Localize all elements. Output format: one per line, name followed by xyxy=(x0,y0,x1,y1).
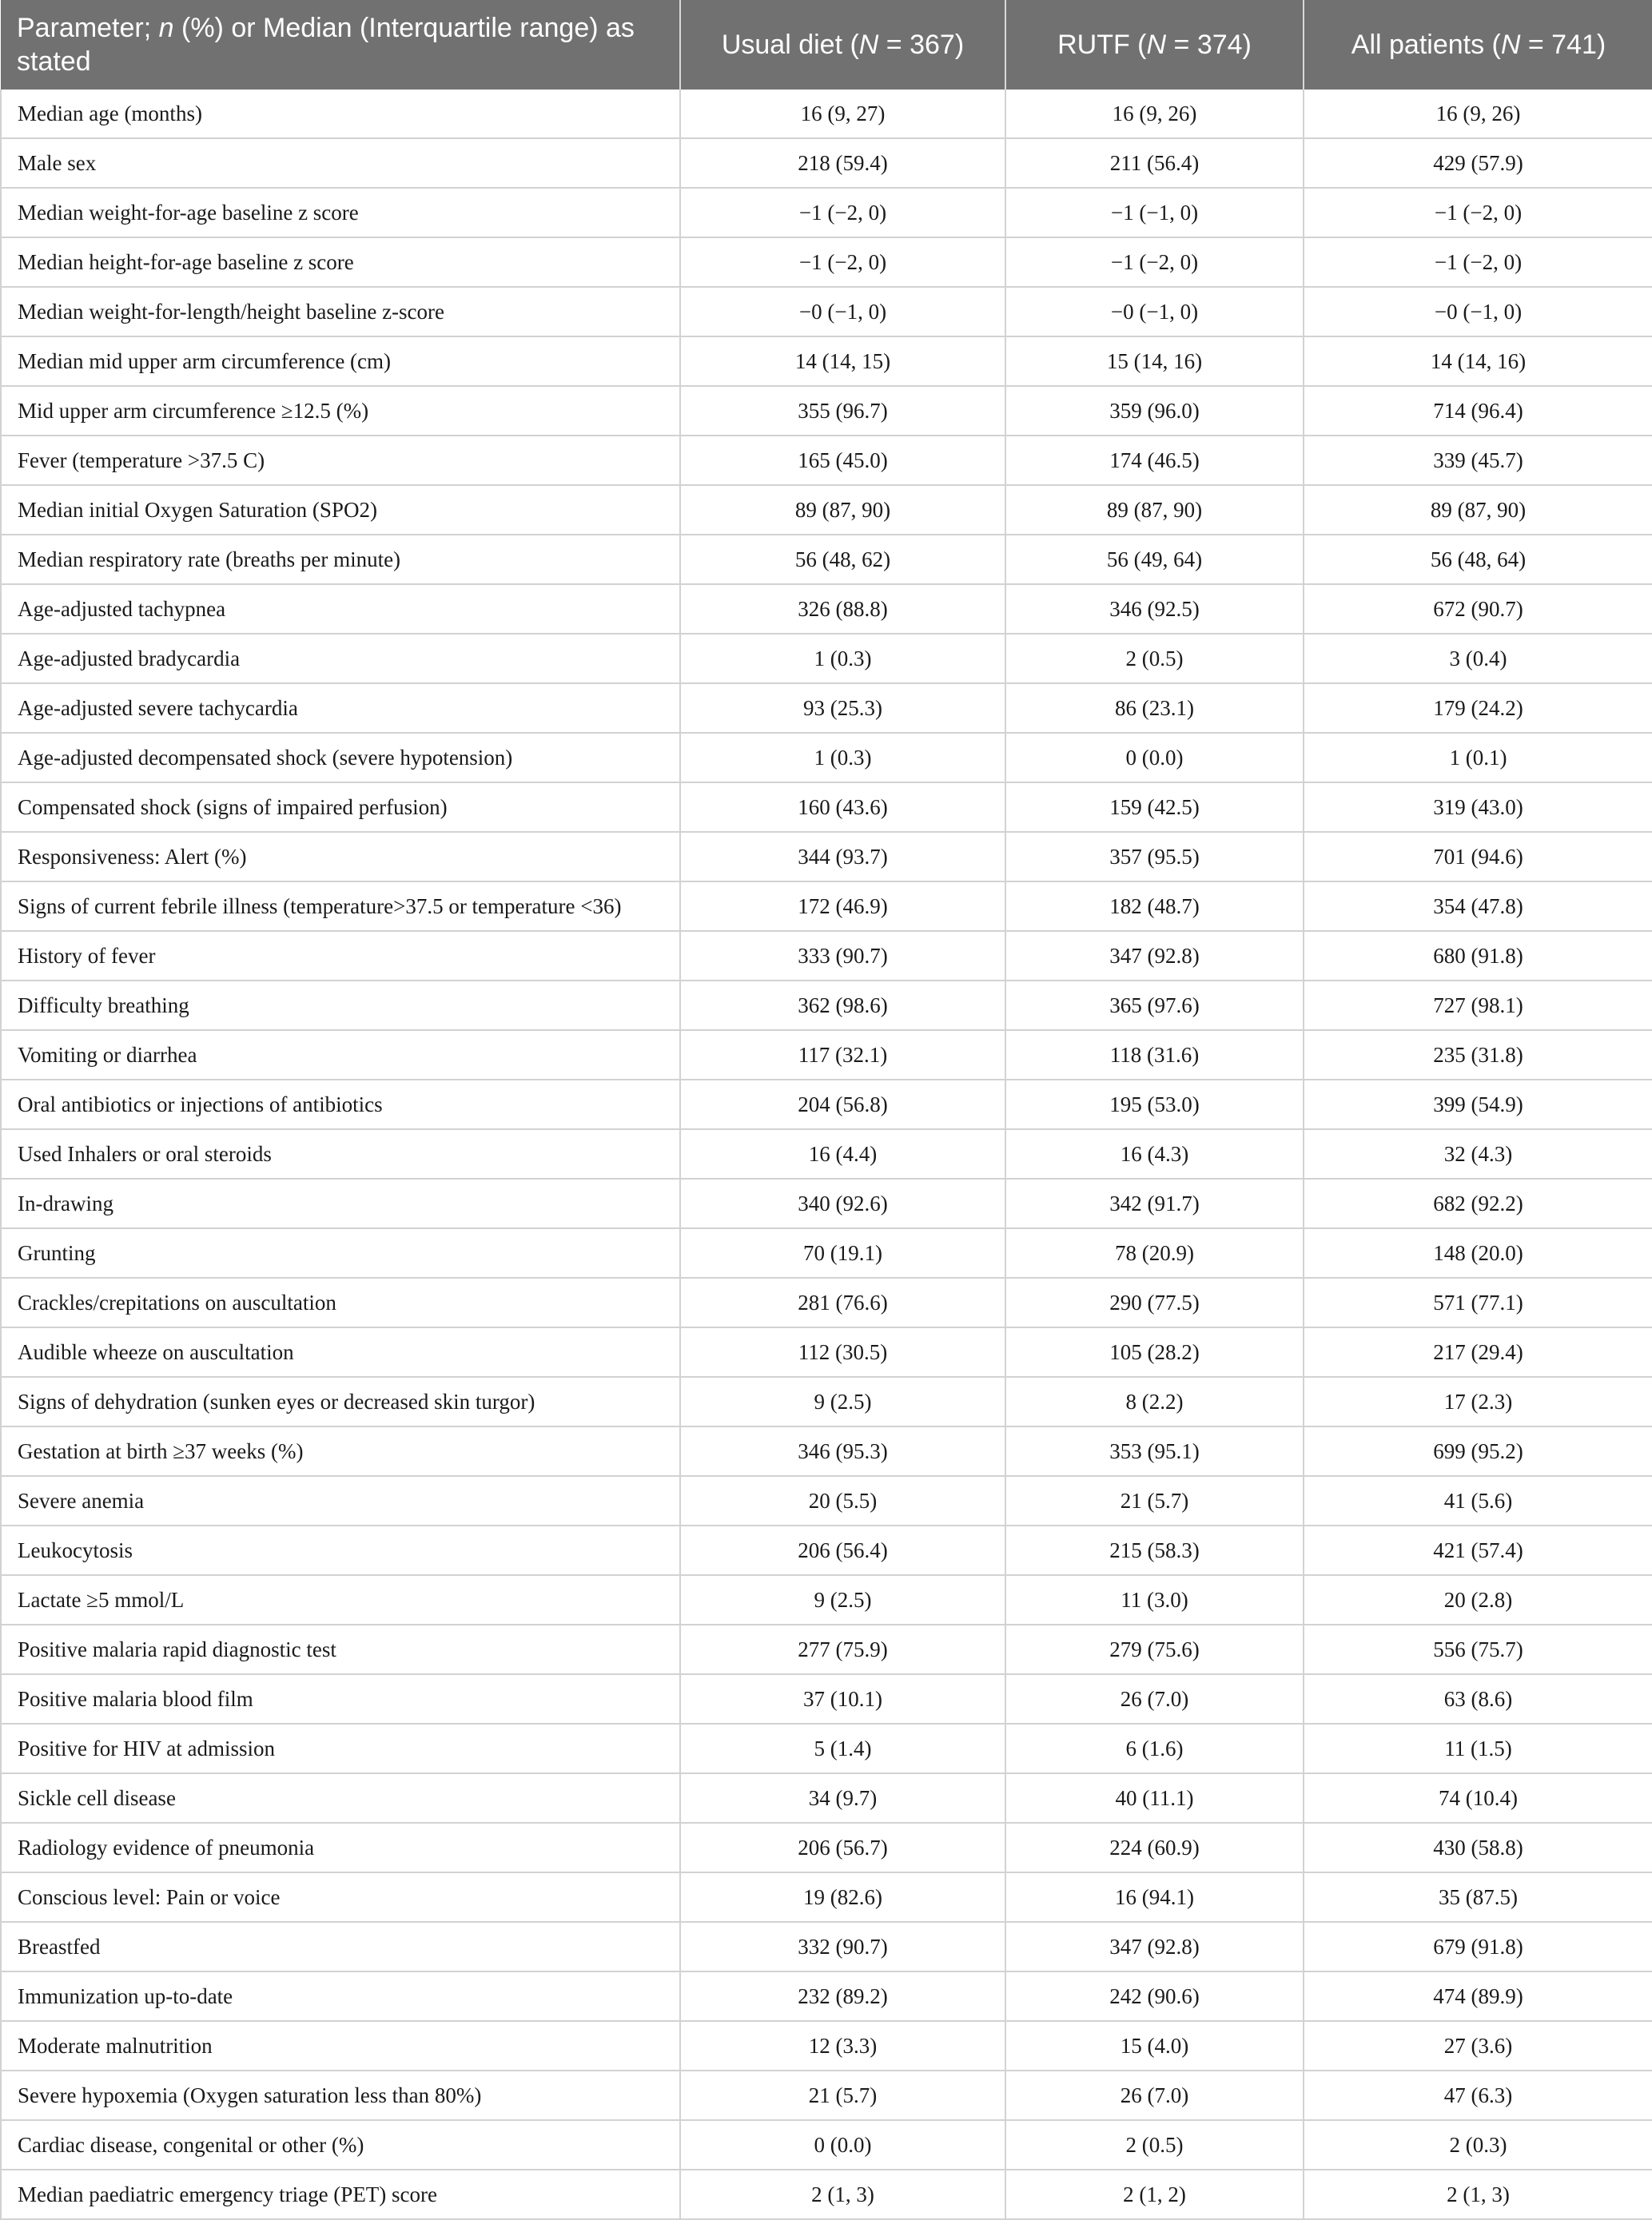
parameter-cell: Crackles/crepitations on auscultation xyxy=(1,1278,680,1327)
rutf-cell: 15 (4.0) xyxy=(1005,2021,1304,2071)
rutf-cell: 0 (0.0) xyxy=(1005,733,1304,782)
parameter-cell: Age-adjusted severe tachycardia xyxy=(1,683,680,733)
rutf-cell: −1 (−1, 0) xyxy=(1005,188,1304,237)
usual-diet-cell: 1 (0.3) xyxy=(680,733,1005,782)
rutf-cell: 357 (95.5) xyxy=(1005,832,1304,881)
usual-diet-cell: 5 (1.4) xyxy=(680,1724,1005,1773)
parameter-cell: Conscious level: Pain or voice xyxy=(1,1872,680,1922)
rutf-cell: 21 (5.7) xyxy=(1005,1476,1304,1526)
rutf-cell: 2 (0.5) xyxy=(1005,2120,1304,2170)
usual-diet-cell: 21 (5.7) xyxy=(680,2071,1005,2120)
all-patients-cell: 32 (4.3) xyxy=(1304,1129,1652,1179)
table-row xyxy=(1,1823,1652,1872)
usual-diet-cell: 1 (0.3) xyxy=(680,634,1005,683)
table-row xyxy=(1,1179,1652,1228)
usual-diet-cell: −1 (−2, 0) xyxy=(680,188,1005,237)
usual-diet-cell: 34 (9.7) xyxy=(680,1773,1005,1823)
table-row xyxy=(1,1773,1652,1823)
all-patients-cell: 2 (1, 3) xyxy=(1304,2170,1652,2219)
all-patients-cell: −0 (−1, 0) xyxy=(1304,287,1652,336)
usual-diet-cell: 2 (1, 3) xyxy=(680,2170,1005,2219)
header-rutf: RUTF (N = 374) xyxy=(1005,0,1304,90)
table-row xyxy=(1,1625,1652,1674)
rutf-cell: 86 (23.1) xyxy=(1005,683,1304,733)
all-patients-cell: 672 (90.7) xyxy=(1304,584,1652,634)
usual-diet-cell: 333 (90.7) xyxy=(680,931,1005,981)
parameter-cell: Breastfed xyxy=(1,1922,680,1971)
parameter-cell: In-drawing xyxy=(1,1179,680,1228)
parameter-cell: Radiology evidence of pneumonia xyxy=(1,1823,680,1872)
table-row xyxy=(1,336,1652,386)
all-patients-cell: 3 (0.4) xyxy=(1304,634,1652,683)
parameter-cell: Mid upper arm circumference ≥12.5 (%) xyxy=(1,386,680,436)
parameter-cell: Fever (temperature >37.5 C) xyxy=(1,436,680,485)
rutf-cell: 11 (3.0) xyxy=(1005,1575,1304,1625)
parameter-cell: Median initial Oxygen Saturation (SPO2) xyxy=(1,485,680,535)
table-row xyxy=(1,237,1652,287)
usual-diet-cell: 0 (0.0) xyxy=(680,2120,1005,2170)
parameter-cell: Grunting xyxy=(1,1228,680,1278)
usual-diet-cell: 281 (76.6) xyxy=(680,1278,1005,1327)
table-row xyxy=(1,683,1652,733)
rutf-cell: 242 (90.6) xyxy=(1005,1971,1304,2021)
all-patients-cell: 217 (29.4) xyxy=(1304,1327,1652,1377)
all-patients-cell: 63 (8.6) xyxy=(1304,1674,1652,1724)
all-patients-cell: 11 (1.5) xyxy=(1304,1724,1652,1773)
usual-diet-cell: 16 (9, 27) xyxy=(680,90,1005,138)
parameter-cell: Compensated shock (signs of impaired perfusion) xyxy=(1,782,680,832)
table-row xyxy=(1,1377,1652,1426)
usual-diet-cell: 117 (32.1) xyxy=(680,1030,1005,1080)
parameter-cell: Moderate malnutrition xyxy=(1,2021,680,2071)
header-usual-diet: Usual diet (N = 367) xyxy=(680,0,1005,90)
usual-diet-cell: 12 (3.3) xyxy=(680,2021,1005,2071)
all-patients-cell: 682 (92.2) xyxy=(1304,1179,1652,1228)
parameter-cell: Median mid upper arm circumference (cm) xyxy=(1,336,680,386)
table-row xyxy=(1,1278,1652,1327)
rutf-cell: 174 (46.5) xyxy=(1005,436,1304,485)
parameter-cell: History of fever xyxy=(1,931,680,981)
all-patients-cell: 714 (96.4) xyxy=(1304,386,1652,436)
usual-diet-cell: 172 (46.9) xyxy=(680,881,1005,931)
table-row xyxy=(1,138,1652,188)
table-row xyxy=(1,2021,1652,2071)
table-row xyxy=(1,1674,1652,1724)
rutf-cell: 40 (11.1) xyxy=(1005,1773,1304,1823)
parameter-cell: Leukocytosis xyxy=(1,1526,680,1575)
rutf-cell: 2 (0.5) xyxy=(1005,634,1304,683)
rutf-cell: 290 (77.5) xyxy=(1005,1278,1304,1327)
parameter-cell: Positive for HIV at admission xyxy=(1,1724,680,1773)
table-row xyxy=(1,1080,1652,1129)
usual-diet-cell: 204 (56.8) xyxy=(680,1080,1005,1129)
usual-diet-cell: 340 (92.6) xyxy=(680,1179,1005,1228)
usual-diet-cell: 93 (25.3) xyxy=(680,683,1005,733)
usual-diet-cell: −0 (−1, 0) xyxy=(680,287,1005,336)
all-patients-cell: 179 (24.2) xyxy=(1304,683,1652,733)
table-row xyxy=(1,2071,1652,2120)
table-row xyxy=(1,1228,1652,1278)
rutf-cell: 359 (96.0) xyxy=(1005,386,1304,436)
all-patients-cell: 89 (87, 90) xyxy=(1304,485,1652,535)
all-patients-cell: 556 (75.7) xyxy=(1304,1625,1652,1674)
rutf-cell: 78 (20.9) xyxy=(1005,1228,1304,1278)
all-patients-cell: 421 (57.4) xyxy=(1304,1526,1652,1575)
all-patients-cell: 339 (45.7) xyxy=(1304,436,1652,485)
usual-diet-cell: 14 (14, 15) xyxy=(680,336,1005,386)
usual-diet-cell: 344 (93.7) xyxy=(680,832,1005,881)
all-patients-cell: 571 (77.1) xyxy=(1304,1278,1652,1327)
parameter-cell: Age-adjusted tachypnea xyxy=(1,584,680,634)
rutf-cell: 224 (60.9) xyxy=(1005,1823,1304,1872)
rutf-cell: 195 (53.0) xyxy=(1005,1080,1304,1129)
parameter-cell: Positive malaria rapid diagnostic test xyxy=(1,1625,680,1674)
usual-diet-cell: 56 (48, 62) xyxy=(680,535,1005,584)
table-row xyxy=(1,535,1652,584)
all-patients-cell: −1 (−2, 0) xyxy=(1304,188,1652,237)
table-row xyxy=(1,931,1652,981)
parameter-cell: Median weight-for-age baseline z score xyxy=(1,188,680,237)
all-patients-cell: 679 (91.8) xyxy=(1304,1922,1652,1971)
parameter-cell: Gestation at birth ≥37 weeks (%) xyxy=(1,1426,680,1476)
all-patients-cell: 727 (98.1) xyxy=(1304,981,1652,1030)
rutf-cell: 347 (92.8) xyxy=(1005,931,1304,981)
table-row xyxy=(1,1327,1652,1377)
parameter-cell: Difficulty breathing xyxy=(1,981,680,1030)
parameter-cell: Signs of dehydration (sunken eyes or decreased skin turgor) xyxy=(1,1377,680,1426)
usual-diet-cell: 326 (88.8) xyxy=(680,584,1005,634)
table-row xyxy=(1,90,1652,138)
usual-diet-cell: 70 (19.1) xyxy=(680,1228,1005,1278)
parameter-cell: Lactate ≥5 mmol/L xyxy=(1,1575,680,1625)
parameter-cell: Immunization up-to-date xyxy=(1,1971,680,2021)
rutf-cell: 211 (56.4) xyxy=(1005,138,1304,188)
table-row xyxy=(1,881,1652,931)
rutf-cell: 26 (7.0) xyxy=(1005,2071,1304,2120)
rutf-cell: 2 (1, 2) xyxy=(1005,2170,1304,2219)
usual-diet-cell: 332 (90.7) xyxy=(680,1922,1005,1971)
all-patients-cell: 680 (91.8) xyxy=(1304,931,1652,981)
usual-diet-cell: 362 (98.6) xyxy=(680,981,1005,1030)
rutf-cell: 15 (14, 16) xyxy=(1005,336,1304,386)
all-patients-cell: 701 (94.6) xyxy=(1304,832,1652,881)
usual-diet-cell: 89 (87, 90) xyxy=(680,485,1005,535)
all-patients-cell: 14 (14, 16) xyxy=(1304,336,1652,386)
parameter-cell: Positive malaria blood film xyxy=(1,1674,680,1724)
all-patients-cell: 35 (87.5) xyxy=(1304,1872,1652,1922)
parameter-cell: Age-adjusted bradycardia xyxy=(1,634,680,683)
table-row xyxy=(1,2120,1652,2170)
usual-diet-cell: −1 (−2, 0) xyxy=(680,237,1005,287)
all-patients-cell: 1 (0.1) xyxy=(1304,733,1652,782)
parameter-cell: Median height-for-age baseline z score xyxy=(1,237,680,287)
parameter-cell: Severe hypoxemia (Oxygen saturation less than 80%) xyxy=(1,2071,680,2120)
header-row xyxy=(1,0,1652,90)
all-patients-cell: 17 (2.3) xyxy=(1304,1377,1652,1426)
usual-diet-cell: 346 (95.3) xyxy=(680,1426,1005,1476)
rutf-cell: 353 (95.1) xyxy=(1005,1426,1304,1476)
table-row xyxy=(1,188,1652,237)
all-patients-cell: 354 (47.8) xyxy=(1304,881,1652,931)
table-row xyxy=(1,1575,1652,1625)
table-row xyxy=(1,733,1652,782)
table-row xyxy=(1,485,1652,535)
all-patients-cell: 699 (95.2) xyxy=(1304,1426,1652,1476)
header-all-patients: All patients (N = 741) xyxy=(1304,0,1652,90)
usual-diet-cell: 37 (10.1) xyxy=(680,1674,1005,1724)
rutf-cell: 8 (2.2) xyxy=(1005,1377,1304,1426)
all-patients-cell: 74 (10.4) xyxy=(1304,1773,1652,1823)
usual-diet-cell: 160 (43.6) xyxy=(680,782,1005,832)
parameter-cell: Male sex xyxy=(1,138,680,188)
all-patients-cell: 319 (43.0) xyxy=(1304,782,1652,832)
usual-diet-cell: 16 (4.4) xyxy=(680,1129,1005,1179)
usual-diet-cell: 9 (2.5) xyxy=(680,1377,1005,1426)
rutf-cell: 182 (48.7) xyxy=(1005,881,1304,931)
usual-diet-cell: 277 (75.9) xyxy=(680,1625,1005,1674)
parameter-cell: Signs of current febrile illness (temperature>37.5 or temperature <36) xyxy=(1,881,680,931)
table-row xyxy=(1,1872,1652,1922)
table-row xyxy=(1,1724,1652,1773)
all-patients-cell: 474 (89.9) xyxy=(1304,1971,1652,2021)
table-body xyxy=(1,90,1652,2219)
all-patients-cell: 430 (58.8) xyxy=(1304,1823,1652,1872)
table-row xyxy=(1,386,1652,436)
table-row xyxy=(1,782,1652,832)
rutf-cell: 16 (9, 26) xyxy=(1005,90,1304,138)
table-row xyxy=(1,1030,1652,1080)
rutf-cell: 279 (75.6) xyxy=(1005,1625,1304,1674)
parameter-cell: Responsiveness: Alert (%) xyxy=(1,832,680,881)
table-row xyxy=(1,584,1652,634)
parameter-cell: Age-adjusted decompensated shock (severe hypotension) xyxy=(1,733,680,782)
table-row xyxy=(1,436,1652,485)
rutf-cell: 16 (4.3) xyxy=(1005,1129,1304,1179)
rutf-cell: −0 (−1, 0) xyxy=(1005,287,1304,336)
header-parameter: Parameter; n (%) or Median (Interquartile range) as stated xyxy=(1,0,680,90)
usual-diet-cell: 206 (56.4) xyxy=(680,1526,1005,1575)
parameter-cell: Sickle cell disease xyxy=(1,1773,680,1823)
usual-diet-cell: 218 (59.4) xyxy=(680,138,1005,188)
rutf-cell: 365 (97.6) xyxy=(1005,981,1304,1030)
parameter-cell: Median weight-for-length/height baseline z-score xyxy=(1,287,680,336)
parameter-cell: Median paediatric emergency triage (PET) score xyxy=(1,2170,680,2219)
usual-diet-cell: 9 (2.5) xyxy=(680,1575,1005,1625)
table-row xyxy=(1,1526,1652,1575)
all-patients-cell: 20 (2.8) xyxy=(1304,1575,1652,1625)
table-row xyxy=(1,1476,1652,1526)
rutf-cell: 105 (28.2) xyxy=(1005,1327,1304,1377)
parameter-cell: Vomiting or diarrhea xyxy=(1,1030,680,1080)
table-row xyxy=(1,1971,1652,2021)
table-row xyxy=(1,981,1652,1030)
usual-diet-cell: 206 (56.7) xyxy=(680,1823,1005,1872)
rutf-cell: 26 (7.0) xyxy=(1005,1674,1304,1724)
parameter-cell: Cardiac disease, congenital or other (%) xyxy=(1,2120,680,2170)
table-row xyxy=(1,1129,1652,1179)
table-row xyxy=(1,2170,1652,2219)
parameter-cell: Median respiratory rate (breaths per minute) xyxy=(1,535,680,584)
all-patients-cell: 235 (31.8) xyxy=(1304,1030,1652,1080)
all-patients-cell: 2 (0.3) xyxy=(1304,2120,1652,2170)
all-patients-cell: 399 (54.9) xyxy=(1304,1080,1652,1129)
all-patients-cell: 429 (57.9) xyxy=(1304,138,1652,188)
rutf-cell: 118 (31.6) xyxy=(1005,1030,1304,1080)
rutf-cell: 6 (1.6) xyxy=(1005,1724,1304,1773)
parameter-cell: Oral antibiotics or injections of antibiotics xyxy=(1,1080,680,1129)
all-patients-cell: 41 (5.6) xyxy=(1304,1476,1652,1526)
parameter-cell: Used Inhalers or oral steroids xyxy=(1,1129,680,1179)
rutf-cell: 89 (87, 90) xyxy=(1005,485,1304,535)
usual-diet-cell: 165 (45.0) xyxy=(680,436,1005,485)
usual-diet-cell: 19 (82.6) xyxy=(680,1872,1005,1922)
rutf-cell: 16 (94.1) xyxy=(1005,1872,1304,1922)
rutf-cell: 215 (58.3) xyxy=(1005,1526,1304,1575)
table-row xyxy=(1,1426,1652,1476)
table-row xyxy=(1,287,1652,336)
all-patients-cell: 56 (48, 64) xyxy=(1304,535,1652,584)
parameter-cell: Median age (months) xyxy=(1,90,680,138)
usual-diet-cell: 355 (96.7) xyxy=(680,386,1005,436)
all-patients-cell: 47 (6.3) xyxy=(1304,2071,1652,2120)
all-patients-cell: −1 (−2, 0) xyxy=(1304,237,1652,287)
rutf-cell: 347 (92.8) xyxy=(1005,1922,1304,1971)
rutf-cell: 346 (92.5) xyxy=(1005,584,1304,634)
usual-diet-cell: 232 (89.2) xyxy=(680,1971,1005,2021)
rutf-cell: 159 (42.5) xyxy=(1005,782,1304,832)
all-patients-cell: 148 (20.0) xyxy=(1304,1228,1652,1278)
rutf-cell: −1 (−2, 0) xyxy=(1005,237,1304,287)
table-header xyxy=(1,0,1652,90)
parameter-cell: Audible wheeze on auscultation xyxy=(1,1327,680,1377)
table-row xyxy=(1,634,1652,683)
table-row xyxy=(1,832,1652,881)
rutf-cell: 56 (49, 64) xyxy=(1005,535,1304,584)
table-row xyxy=(1,1922,1652,1971)
usual-diet-cell: 112 (30.5) xyxy=(680,1327,1005,1377)
parameter-cell: Severe anemia xyxy=(1,1476,680,1526)
all-patients-cell: 27 (3.6) xyxy=(1304,2021,1652,2071)
rutf-cell: 342 (91.7) xyxy=(1005,1179,1304,1228)
all-patients-cell: 16 (9, 26) xyxy=(1304,90,1652,138)
usual-diet-cell: 20 (5.5) xyxy=(680,1476,1005,1526)
